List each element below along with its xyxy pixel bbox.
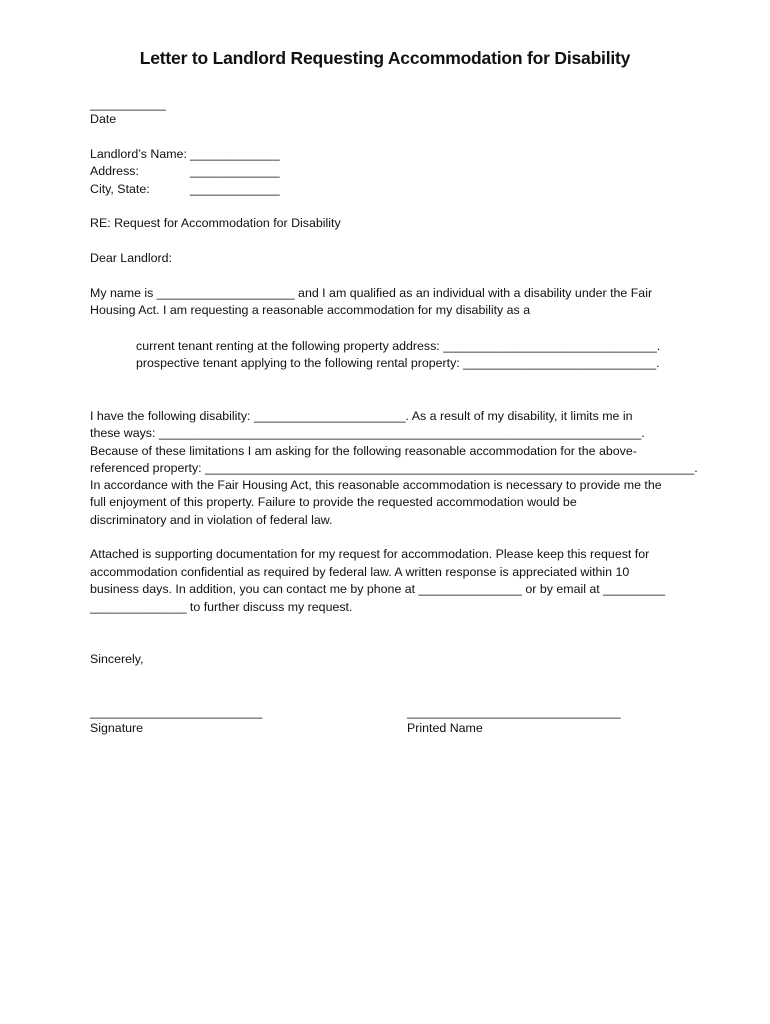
re-line: RE: Request for Accommodation for Disability bbox=[90, 216, 341, 230]
disability-line-4: referenced property: _______________________________________________________________________. bbox=[90, 461, 698, 475]
disability-line-3: Because of these limitations I am asking for the following reasonable accommodation for the above- bbox=[90, 444, 637, 458]
closing: Sincerely, bbox=[90, 652, 144, 666]
landlord-name-blank[interactable]: _____________ bbox=[190, 147, 280, 161]
disability-line-2: these ways: ______________________________________________________________________. bbox=[90, 426, 645, 440]
date-blank[interactable]: ___________ bbox=[90, 97, 166, 111]
landlord-name-label: Landlord’s Name: bbox=[90, 147, 187, 161]
intro-line-1: My name is ____________________ and I am qualified as an individual with a disability under the Fair bbox=[90, 286, 653, 300]
city-state-label: City, State: bbox=[90, 182, 150, 196]
signature-blank[interactable]: _________________________ bbox=[90, 705, 263, 719]
disability-line-7: discriminatory and in violation of federal law. bbox=[90, 513, 333, 527]
city-state-blank[interactable]: _____________ bbox=[190, 182, 280, 196]
documentation-line-3: business days. In addition, you can contact me by phone at _______________ or by email at _________ bbox=[90, 582, 666, 596]
date-label: Date bbox=[90, 112, 117, 126]
disability-line-5: In accordance with the Fair Housing Act, this reasonable accommodation is necessary to provide me the bbox=[90, 478, 662, 492]
printed-name-label: Printed Name bbox=[407, 721, 483, 735]
letter-title: Letter to Landlord Requesting Accommodation for Disability bbox=[139, 48, 631, 68]
disability-line-6: full enjoyment of this property. Failure to provide the requested accommodation would be bbox=[90, 495, 577, 509]
documentation-line-1: Attached is supporting documentation for my request for accommodation. Please keep this request for bbox=[90, 547, 650, 561]
address-blank[interactable]: _____________ bbox=[190, 164, 280, 178]
documentation-line-2: accommodation confidential as required by federal law. A written response is appreciated within 10 bbox=[90, 565, 630, 579]
salutation: Dear Landlord: bbox=[90, 251, 172, 265]
option-prospective-tenant: prospective tenant applying to the following rental property: ____________________________. bbox=[136, 356, 660, 370]
disability-line-1: I have the following disability: ______________________. As a result of my disability, it limits me in bbox=[90, 409, 633, 423]
documentation-line-4: ______________ to further discuss my request. bbox=[90, 600, 353, 614]
intro-line-2: Housing Act. I am requesting a reasonable accommodation for my disability as a bbox=[90, 303, 531, 317]
address-label: Address: bbox=[90, 164, 139, 178]
signature-label: Signature bbox=[90, 721, 144, 735]
option-current-tenant: current tenant renting at the following property address: _______________________________. bbox=[136, 339, 661, 353]
printed-name-blank[interactable]: _______________________________ bbox=[407, 705, 621, 719]
